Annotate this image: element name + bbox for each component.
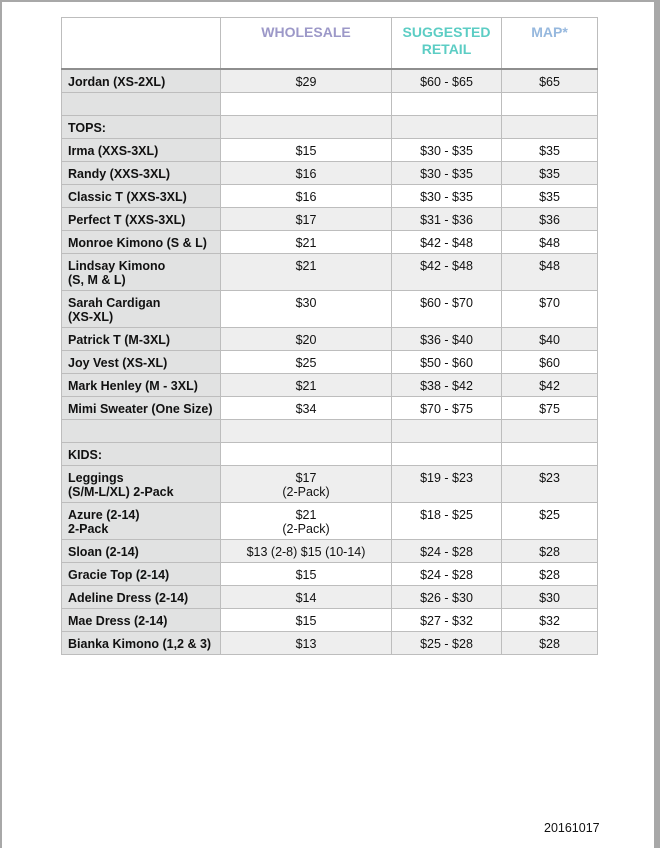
- table-row: [62, 443, 598, 466]
- wholesale-cell: [221, 397, 392, 420]
- table-row: [62, 328, 598, 351]
- wholesale-cell: [221, 185, 392, 208]
- map-cell: $35: [502, 139, 598, 162]
- suggested-retail-cell: $30 - $35: [392, 185, 502, 208]
- suggested-retail-cell: $26 - $30: [392, 586, 502, 609]
- product-name-cell: [62, 162, 221, 185]
- table-row: [62, 291, 598, 328]
- product-name: Irma (XXS-3XL): [68, 144, 159, 158]
- header-map: MAP*: [502, 18, 598, 70]
- wholesale-cell: [221, 93, 392, 116]
- wholesale-price: $20: [295, 333, 317, 347]
- table-row: [62, 69, 598, 93]
- suggested-retail-cell: $30 - $35: [392, 162, 502, 185]
- product-name-cell: [62, 540, 221, 563]
- suggested-retail-cell: [392, 93, 502, 116]
- product-name-cell: [62, 503, 221, 540]
- product-name-cell: [62, 139, 221, 162]
- wholesale-price: $13: [295, 637, 317, 651]
- product-name: Joy Vest (XS-XL): [68, 356, 168, 370]
- suggested-retail-cell: $31 - $36: [392, 208, 502, 231]
- wholesale-price: $17: [295, 213, 317, 227]
- map-cell: $35: [502, 185, 598, 208]
- product-name: Monroe Kimono (S & L): [68, 236, 207, 250]
- suggested-retail-cell: [392, 116, 502, 139]
- wholesale-price: $21: [295, 236, 317, 250]
- table-row: [62, 503, 598, 540]
- suggested-retail-cell: [392, 443, 502, 466]
- wholesale-cell: [221, 586, 392, 609]
- product-name-cell: [62, 69, 221, 93]
- product-name: Leggings: [68, 471, 124, 485]
- wholesale-cell: [221, 503, 392, 540]
- map-cell: $36: [502, 208, 598, 231]
- wholesale-cell: [221, 231, 392, 254]
- wholesale-price: $16: [295, 190, 317, 204]
- suggested-retail-cell: $18 - $25: [392, 503, 502, 540]
- header-suggested-retail-line2: RETAIL: [421, 41, 472, 57]
- product-name: Lindsay Kimono: [68, 259, 166, 273]
- map-cell: $75: [502, 397, 598, 420]
- product-name-detail: (XS-XL): [68, 310, 114, 324]
- table-body: [62, 69, 598, 655]
- product-name-detail: (S, M & L): [68, 273, 126, 287]
- table-row: [62, 254, 598, 291]
- product-name-cell: [62, 351, 221, 374]
- table-row: [62, 420, 598, 443]
- product-name: Azure (2-14): [68, 508, 140, 522]
- suggested-retail-cell: $24 - $28: [392, 540, 502, 563]
- table-row: [62, 351, 598, 374]
- wholesale-cell: [221, 328, 392, 351]
- suggested-retail-cell: $38 - $42: [392, 374, 502, 397]
- product-name: Classic T (XXS-3XL): [68, 190, 187, 204]
- table-row: [62, 374, 598, 397]
- table-row: [62, 563, 598, 586]
- product-name: Patrick T (M-3XL): [68, 333, 171, 347]
- product-name: Mae Dress (2-14): [68, 614, 168, 628]
- product-name: Randy (XXS-3XL): [68, 167, 171, 181]
- product-name-cell: [62, 632, 221, 655]
- table-row: [62, 93, 598, 116]
- map-cell: $28: [502, 540, 598, 563]
- wholesale-price: $25: [295, 356, 317, 370]
- wholesale-cell: [221, 291, 392, 328]
- map-cell: $28: [502, 563, 598, 586]
- product-name: Mimi Sweater (One Size): [68, 402, 213, 416]
- product-name: KIDS:: [68, 448, 103, 462]
- table-row: [62, 185, 598, 208]
- product-name-cell: [62, 563, 221, 586]
- price-table: [61, 17, 598, 655]
- suggested-retail-cell: $19 - $23: [392, 466, 502, 503]
- wholesale-cell: [221, 208, 392, 231]
- wholesale-price: $29: [295, 75, 317, 89]
- product-name: Sarah Cardigan: [68, 296, 161, 310]
- product-name-cell: [62, 420, 221, 443]
- map-cell: [502, 93, 598, 116]
- wholesale-price: $17: [295, 471, 317, 485]
- wholesale-cell: [221, 69, 392, 93]
- table-row: [62, 586, 598, 609]
- map-cell: $70: [502, 291, 598, 328]
- map-cell: $42: [502, 374, 598, 397]
- product-name-cell: [62, 231, 221, 254]
- product-name: Mark Henley (M - 3XL): [68, 379, 198, 393]
- product-name: Sloan (2-14): [68, 545, 139, 559]
- wholesale-cell: [221, 139, 392, 162]
- wholesale-cell: [221, 563, 392, 586]
- wholesale-price: $16: [295, 167, 317, 181]
- map-cell: $48: [502, 231, 598, 254]
- map-cell: $32: [502, 609, 598, 632]
- map-cell: $35: [502, 162, 598, 185]
- suggested-retail-cell: $50 - $60: [392, 351, 502, 374]
- product-name: Bianka Kimono (1,2 & 3): [68, 637, 212, 651]
- product-name-cell: [62, 609, 221, 632]
- wholesale-cell: [221, 420, 392, 443]
- suggested-retail-cell: [392, 420, 502, 443]
- suggested-retail-cell: $42 - $48: [392, 231, 502, 254]
- table-row: [62, 632, 598, 655]
- suggested-retail-cell: $70 - $75: [392, 397, 502, 420]
- wholesale-cell: [221, 162, 392, 185]
- document-code: 20161017: [544, 821, 600, 835]
- wholesale-cell: [221, 609, 392, 632]
- wholesale-price: $15: [295, 144, 317, 158]
- wholesale-price: $21: [295, 508, 317, 522]
- wholesale-cell: [221, 632, 392, 655]
- wholesale-cell: [221, 374, 392, 397]
- table-row: [62, 609, 598, 632]
- wholesale-price: $15: [295, 568, 317, 582]
- product-name-cell: [62, 291, 221, 328]
- table-header-row: [62, 18, 598, 70]
- table-row: [62, 466, 598, 503]
- map-cell: [502, 116, 598, 139]
- wholesale-price: $15: [295, 614, 317, 628]
- header-wholesale: WHOLESALE: [221, 18, 392, 70]
- map-cell: [502, 420, 598, 443]
- map-cell: $60: [502, 351, 598, 374]
- table-row: [62, 397, 598, 420]
- product-name-cell: [62, 328, 221, 351]
- wholesale-price: $21: [295, 379, 317, 393]
- map-cell: $25: [502, 503, 598, 540]
- wholesale-price: $34: [295, 402, 317, 416]
- wholesale-price: $13 (2-8) $15 (10-14): [246, 545, 366, 559]
- map-cell: $40: [502, 328, 598, 351]
- suggested-retail-cell: $27 - $32: [392, 609, 502, 632]
- suggested-retail-cell: $42 - $48: [392, 254, 502, 291]
- wholesale-cell: [221, 466, 392, 503]
- wholesale-cell: [221, 351, 392, 374]
- header-suggested-retail: [392, 18, 502, 70]
- wholesale-price: $30: [295, 296, 317, 310]
- map-cell: $28: [502, 632, 598, 655]
- map-cell: $48: [502, 254, 598, 291]
- header-product: [62, 18, 221, 70]
- suggested-retail-cell: $30 - $35: [392, 139, 502, 162]
- wholesale-cell: [221, 254, 392, 291]
- product-name-cell: [62, 93, 221, 116]
- product-name-cell: [62, 208, 221, 231]
- product-name: Gracie Top (2-14): [68, 568, 170, 582]
- map-cell: $30: [502, 586, 598, 609]
- suggested-retail-cell: $25 - $28: [392, 632, 502, 655]
- suggested-retail-cell: $60 - $65: [392, 69, 502, 93]
- table-row: [62, 162, 598, 185]
- table-row: [62, 116, 598, 139]
- table-row: [62, 208, 598, 231]
- product-name-cell: [62, 586, 221, 609]
- product-name-detail: 2-Pack: [68, 522, 109, 536]
- wholesale-note: (2-Pack): [282, 522, 330, 536]
- product-name: TOPS:: [68, 121, 106, 135]
- product-name-cell: [62, 374, 221, 397]
- product-name-cell: [62, 185, 221, 208]
- wholesale-note: (2-Pack): [282, 485, 330, 499]
- suggested-retail-cell: $36 - $40: [392, 328, 502, 351]
- wholesale-cell: [221, 540, 392, 563]
- suggested-retail-cell: $24 - $28: [392, 563, 502, 586]
- map-cell: [502, 443, 598, 466]
- table-row: [62, 231, 598, 254]
- product-name-cell: [62, 397, 221, 420]
- product-name-detail: (S/M-L/XL) 2-Pack: [68, 485, 174, 499]
- product-name-cell: [62, 466, 221, 503]
- product-name: Jordan (XS-2XL): [68, 75, 166, 89]
- header-suggested-retail-line1: SUGGESTED: [402, 24, 491, 40]
- table-row: [62, 540, 598, 563]
- wholesale-cell: [221, 116, 392, 139]
- wholesale-price: $14: [295, 591, 317, 605]
- product-name: Adeline Dress (2-14): [68, 591, 189, 605]
- product-name-cell: [62, 116, 221, 139]
- suggested-retail-cell: $60 - $70: [392, 291, 502, 328]
- map-cell: $65: [502, 69, 598, 93]
- wholesale-price: $21: [295, 259, 317, 273]
- wholesale-cell: [221, 443, 392, 466]
- product-name: Perfect T (XXS-3XL): [68, 213, 186, 227]
- product-name-cell: [62, 443, 221, 466]
- map-cell: $23: [502, 466, 598, 503]
- table-row: [62, 139, 598, 162]
- product-name-cell: [62, 254, 221, 291]
